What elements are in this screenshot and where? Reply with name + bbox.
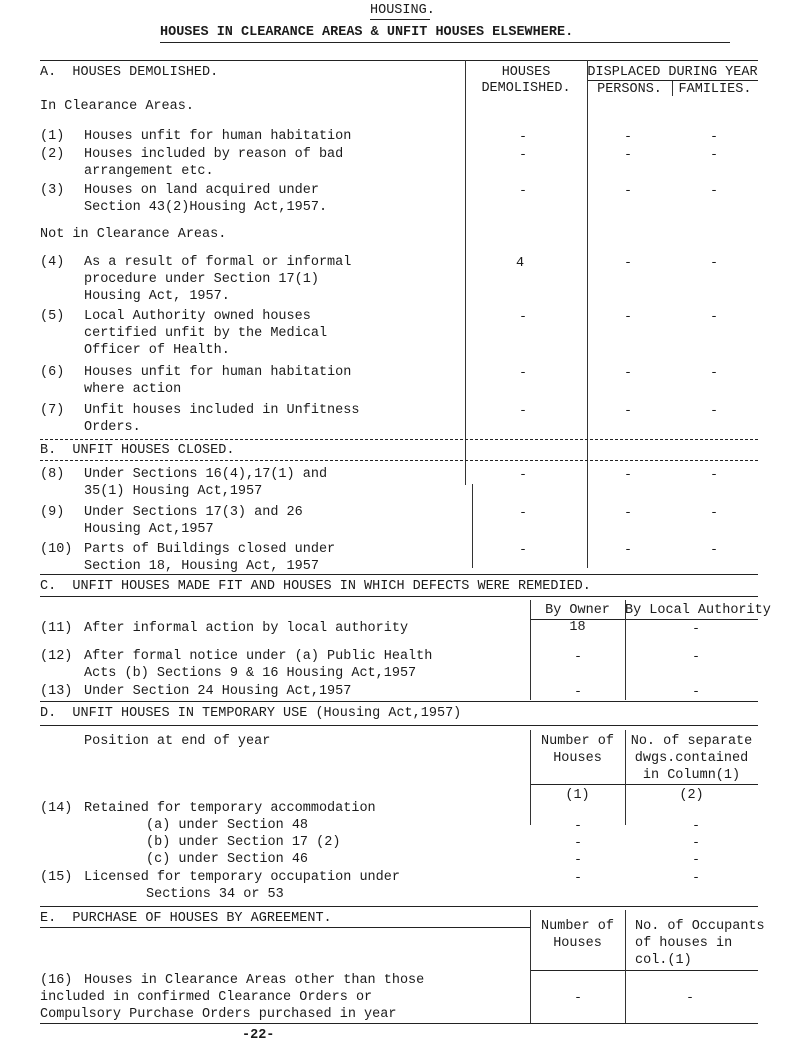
houses-value: -: [519, 309, 527, 324]
families-value: -: [710, 309, 718, 324]
section-a-heading: A. HOUSES DEMOLISHED.: [40, 65, 219, 80]
families-value: -: [710, 255, 718, 270]
row-text: Houses in Clearance Areas other than those: [84, 973, 425, 988]
row-text: (a) under Section 48: [146, 818, 309, 833]
section-e-heading: E. PURCHASE OF HOUSES BY AGREEMENT.: [40, 911, 332, 926]
row-number: (11): [40, 621, 73, 636]
row-text: Section 43(2)Housing Act,1957.: [84, 200, 328, 215]
row-text: procedure under Section 17(1): [84, 272, 319, 287]
row-text: Under Sections 16(4),17(1) and: [84, 467, 328, 482]
families-value: -: [710, 403, 718, 418]
row-text: Houses unfit for human habitation: [84, 129, 352, 144]
row-number: (15): [40, 870, 73, 885]
not-in-clearance-label: Not in Clearance Areas.: [40, 227, 227, 242]
position-label: Position at end of year: [84, 734, 271, 749]
col2-value: -: [692, 818, 700, 833]
row-text: where action: [84, 382, 182, 397]
families-value: -: [710, 542, 718, 557]
col2-label: No. of Occupants: [635, 919, 765, 934]
families-value: -: [710, 505, 718, 520]
row-text: Unfit houses included in Unfitness: [84, 403, 360, 418]
col1-value: -: [574, 835, 582, 850]
row-text: (b) under Section 17 (2): [146, 835, 341, 850]
row-number: (7): [40, 403, 65, 418]
houses-value: -: [519, 129, 527, 144]
col2-label: in Column(1): [642, 768, 741, 783]
houses-value: -: [519, 403, 527, 418]
col-owner-label: By Owner: [545, 603, 610, 618]
persons-value: -: [624, 467, 632, 482]
page-number: -22-: [242, 1028, 275, 1043]
row-text: Houses on land acquired under: [84, 183, 319, 198]
row-text: Parts of Buildings closed under: [84, 542, 336, 557]
row-text: Officer of Health.: [84, 343, 230, 358]
col-persons-label: PERSONS.: [597, 82, 662, 97]
col2-label: No. of separate: [630, 734, 753, 749]
row-number: (2): [40, 147, 65, 162]
houses-value: 4: [516, 256, 525, 271]
row-text: Compulsory Purchase Orders purchased in year: [40, 1007, 397, 1022]
row-number: (1): [40, 129, 65, 144]
persons-value: -: [624, 147, 632, 162]
local-authority-value: -: [692, 684, 700, 699]
col1-value: -: [574, 870, 582, 885]
col1-number: (1): [565, 788, 590, 803]
row-text: Section 18, Housing Act, 1957: [84, 559, 319, 574]
persons-value: -: [624, 542, 632, 557]
col-families-label: FAMILIES.: [678, 82, 752, 97]
persons-value: -: [624, 129, 632, 144]
houses-value: -: [519, 147, 527, 162]
row-text: Orders.: [84, 420, 141, 435]
col2-value: -: [692, 870, 700, 885]
row-text: Housing Act, 1957.: [84, 289, 230, 304]
families-value: -: [710, 467, 718, 482]
section-d-heading: D. UNFIT HOUSES IN TEMPORARY USE (Housing Act,1957): [40, 706, 462, 721]
row-text: included in confirmed Clearance Orders or: [40, 990, 373, 1005]
col2-value: -: [686, 990, 694, 1005]
row-number: (16): [40, 973, 73, 988]
row-text: Under Sections 17(3) and 26: [84, 505, 303, 520]
local-authority-value: -: [692, 621, 700, 636]
families-value: -: [710, 129, 718, 144]
row-number: (13): [40, 684, 73, 699]
houses-value: -: [519, 467, 527, 482]
persons-value: -: [624, 255, 632, 270]
row-number: (12): [40, 649, 73, 664]
col-displaced-label: DISPLACED DURING YEAR: [587, 65, 758, 80]
row-number: (6): [40, 365, 65, 380]
col1-label: Number of: [541, 734, 614, 749]
local-authority-value: -: [692, 649, 700, 664]
col1-value: -: [574, 852, 582, 867]
row-number: (10): [40, 542, 73, 557]
houses-value: -: [519, 365, 527, 380]
owner-value: 18: [569, 620, 586, 635]
families-value: -: [710, 147, 718, 162]
families-value: -: [710, 365, 718, 380]
col-local-authority-label: By Local Authority: [625, 603, 771, 618]
houses-value: -: [519, 183, 527, 198]
row-text: Houses included by reason of bad: [84, 147, 344, 162]
row-number: (3): [40, 183, 65, 198]
col-houses-label: HOUSES: [501, 65, 551, 80]
section-c-heading: C. UNFIT HOUSES MADE FIT AND HOUSES IN WHICH DEFECTS WERE REMEDIED.: [40, 579, 591, 594]
col1-label: Houses: [553, 751, 602, 766]
row-text: After informal action by local authority: [84, 621, 409, 636]
persons-value: -: [624, 183, 632, 198]
houses-value: -: [519, 505, 527, 520]
row-text: Licensed for temporary occupation under: [84, 870, 400, 885]
row-text: As a result of formal or informal: [84, 255, 352, 270]
families-value: -: [710, 183, 718, 198]
col2-label: col.(1): [635, 953, 692, 968]
row-text: Housing Act,1957: [84, 522, 214, 537]
row-text: Acts (b) Sections 9 & 16 Housing Act,1957: [84, 666, 417, 681]
col2-label: dwgs.contained: [634, 751, 749, 766]
page-top-heading: HOUSING.: [370, 3, 435, 18]
persons-value: -: [624, 403, 632, 418]
section-b-heading: B. UNFIT HOUSES CLOSED.: [40, 443, 235, 458]
persons-value: -: [624, 505, 632, 520]
row-text: 35(1) Housing Act,1957: [84, 484, 263, 499]
col2-number: (2): [679, 788, 704, 803]
row-number: (14): [40, 801, 73, 816]
page-title: HOUSES IN CLEARANCE AREAS & UNFIT HOUSES ELSEWHERE.: [160, 25, 574, 40]
col1-label: Houses: [553, 936, 602, 951]
row-text: (c) under Section 46: [146, 852, 309, 867]
row-text: Local Authority owned houses: [84, 309, 311, 324]
row-number: (4): [40, 255, 65, 270]
col1-label: Number of: [541, 919, 614, 934]
owner-value: -: [574, 684, 582, 699]
col1-value: -: [574, 990, 582, 1005]
col-demolished-label: DEMOLISHED.: [481, 81, 571, 96]
row-number: (8): [40, 467, 65, 482]
row-text: arrangement etc.: [84, 164, 214, 179]
row-text: After formal notice under (a) Public Health: [84, 649, 433, 664]
houses-value: -: [519, 542, 527, 557]
col1-value: -: [574, 818, 582, 833]
persons-value: -: [624, 365, 632, 380]
row-number: (9): [40, 505, 65, 520]
col2-label: of houses in: [635, 936, 733, 951]
col2-value: -: [692, 835, 700, 850]
col2-value: -: [692, 852, 700, 867]
row-text: Under Section 24 Housing Act,1957: [84, 684, 352, 699]
row-text: Houses unfit for human habitation: [84, 365, 352, 380]
persons-value: -: [624, 309, 632, 324]
in-clearance-label: In Clearance Areas.: [40, 99, 194, 114]
row-text: Sections 34 or 53: [146, 887, 284, 902]
owner-value: -: [574, 649, 582, 664]
row-text: certified unfit by the Medical: [84, 326, 328, 341]
row-number: (5): [40, 309, 65, 324]
row-text: Retained for temporary accommodation: [84, 801, 376, 816]
